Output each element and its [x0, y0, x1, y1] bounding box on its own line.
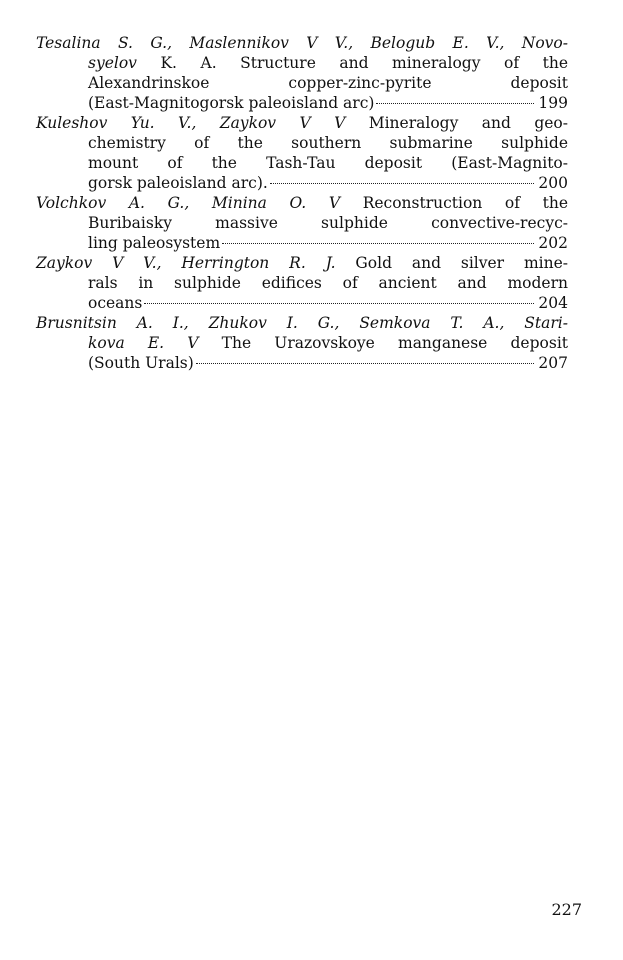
title-text: Gold and silver mine- — [335, 254, 568, 272]
title-text: oceans — [88, 294, 143, 312]
entry-page-number: 200 — [538, 174, 568, 192]
entry-line — [36, 73, 568, 93]
toc-entry — [36, 113, 568, 193]
entry-line — [36, 133, 568, 153]
entry-line — [36, 53, 568, 73]
title-text: Reconstruction of the — [340, 194, 568, 212]
title-text: rals in sulphide edifices of ancient and modern — [88, 274, 568, 292]
entry-last-line — [36, 233, 568, 253]
entry-page-number: 202 — [538, 234, 568, 252]
entry-first-line — [36, 253, 568, 273]
entry-first-line — [36, 313, 568, 333]
author-names: kova E. V — [88, 334, 199, 352]
dot-leader — [144, 303, 534, 304]
title-text: Mineralogy and geo- — [345, 114, 568, 132]
title-text: Buribaisky massive sulphide convective-recyc- — [88, 214, 568, 232]
entry-line — [36, 333, 568, 353]
title-text: gorsk paleoisland arc). — [88, 174, 268, 192]
title-text: chemistry of the southern submarine sulphide — [88, 134, 568, 152]
title-text: K. A. Structure and mineralogy of the — [136, 54, 568, 72]
dot-leader — [222, 243, 534, 244]
entry-first-line — [36, 33, 568, 53]
author-names: Volchkov A. G., Minina O. V — [36, 194, 341, 212]
dot-leader — [196, 363, 534, 364]
entry-line — [36, 213, 568, 233]
author-names: Kuleshov Yu. V., Zaykov V V — [36, 114, 346, 132]
title-text: Alexandrinskoe copper-zinc-pyrite deposit — [88, 74, 568, 92]
entry-first-line — [36, 193, 568, 213]
entry-page-number: 204 — [538, 294, 568, 312]
title-text: (South Urals) — [88, 354, 194, 372]
toc-entry — [36, 33, 568, 113]
dot-leader — [376, 103, 534, 104]
entry-last-line — [36, 293, 568, 313]
title-text: The Urazovskoye manganese deposit — [198, 334, 568, 352]
title-text: (East-Magnitogorsk paleoisland arc) — [88, 94, 375, 112]
dot-leader — [270, 183, 534, 184]
entry-line — [36, 153, 568, 173]
author-names: Brusnitsin A. I., Zhukov I. G., Semkova T. A., Stari- — [36, 314, 568, 332]
page-number: 227 — [551, 900, 582, 919]
table-of-contents — [36, 33, 568, 373]
entry-last-line — [36, 173, 568, 193]
title-text: ling paleosystem — [88, 234, 221, 252]
entry-last-line — [36, 93, 568, 113]
entry-page-number: 199 — [538, 94, 568, 112]
toc-entry — [36, 253, 568, 313]
entry-page-number: 207 — [538, 354, 568, 372]
entry-last-line — [36, 353, 568, 373]
title-text: mount of the Tash-Tau deposit (East-Magnito- — [88, 154, 568, 172]
author-names: syelov — [88, 54, 137, 72]
entry-line — [36, 273, 568, 293]
entry-first-line — [36, 113, 568, 133]
author-names: Zaykov V V., Herrington R. J. — [36, 254, 336, 272]
toc-entry — [36, 313, 568, 373]
author-names: Tesalina S. G., Maslennikov V V., Belogub E. V., Novo- — [36, 34, 568, 52]
toc-entry — [36, 193, 568, 253]
